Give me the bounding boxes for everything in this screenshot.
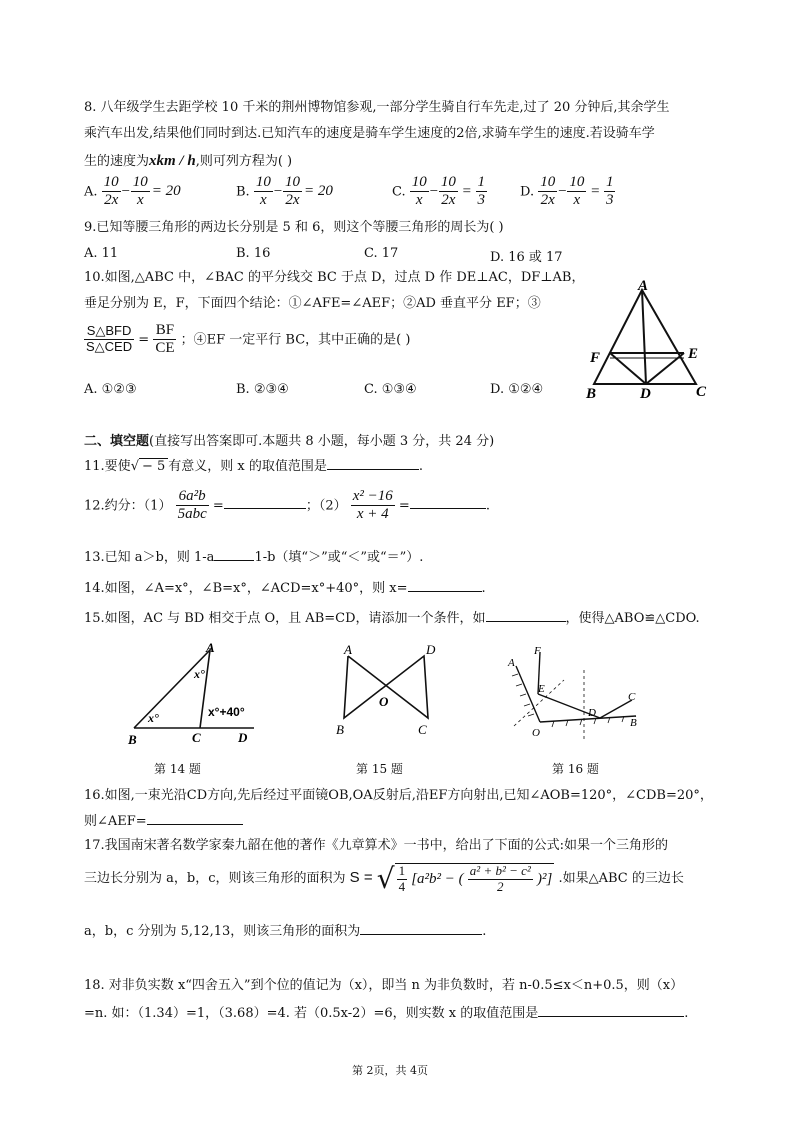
fig10-label-e: E [688, 346, 699, 362]
q18-line1: 18. 对非负实数 x“四舍五入”到个位的值记为（x），即当 n 为非负数时，若 n-0.5≤x＜n+0.5，则（x） [84, 978, 684, 993]
caption-figure-14: 第 14 题 [154, 762, 201, 776]
q9-option-b: B. 16 [236, 246, 271, 261]
q17-line1: 17.我国南宋著名数学家秦九韶在他的著作《九章算术》一书中，给出了下面的公式:如果一个三角形的 [84, 838, 669, 853]
q8-line3: 生的速度为xkm / h,则可列方程为( ) [84, 153, 293, 169]
figure-16 [504, 644, 644, 748]
fig14-angle-acd: x°+40° [208, 705, 245, 719]
q13-answer-blank[interactable] [214, 548, 254, 561]
fig16-label-c: C [628, 691, 636, 703]
q9-option-a: A. 11 [84, 246, 119, 261]
caption-figure-15: 第 15 题 [356, 762, 403, 776]
q10-line2: 垂足分别为 E，F，下面四个结论：①∠AFE=∠AEF；②AD 垂直平分 EF；③ [84, 296, 541, 311]
q18-line2: =n. 如：（1.34）=1，（3.68）=4. 若（0.5x-2）=6，则实数 x 的取值范围是 . [84, 1006, 689, 1021]
q10-option-b: B. ②③④ [236, 382, 289, 397]
q10-option-d: D. ①②④ [490, 382, 544, 397]
fig10-label-a: A [638, 278, 649, 294]
section-2-heading: 二、填空题(直接写出答案即可.本题共 8 小题，每小题 3 分，共 24 分) [84, 434, 495, 449]
q17-heron-formula: $\frac{1}{4}$ [a²b² − ( $\frac{\text{a² + b² − c²}}{2}$ )²] [395, 863, 555, 895]
q11-answer-blank[interactable] [327, 457, 419, 470]
q16-line2: 则∠AEF= [84, 812, 243, 830]
fig15-label-b: B [336, 722, 344, 737]
q17-line2: 三边长分别为 a，b，c，则该三角形的面积为 S = √ $\frac{1}{4}$ [a²b² − ( $\frac{\text{a² + b² − c²}}{2}$ )²] .如果△ABC 的三边长 [84, 862, 684, 895]
q10-option-c: C. ①③④ [364, 382, 417, 397]
page-footer: 第 2页，共 4页 [352, 1064, 428, 1077]
q14: 14.如图，∠A=x°，∠B=x°，∠ACD=x°+40°，则 x= . [84, 581, 486, 596]
q17-line3: a，b，c 分别为 5,12,13，则该三角形的面积为 . [84, 924, 487, 939]
q10-area-ratio: $\frac{\text{S△BFD}}{\text{S△CED}}$ [86, 323, 133, 355]
q11: 11.要使√ − 5 有意义，则 x 的取值范围是 . [84, 459, 424, 474]
q17-answer-blank[interactable] [360, 922, 482, 935]
q14-answer-blank[interactable] [408, 579, 482, 592]
fig15-label-a: A [344, 642, 352, 657]
fig15-label-c: C [418, 722, 427, 737]
fig16-label-f: F [534, 645, 541, 657]
q9-option-c: C. 17 [364, 246, 399, 261]
q10-line3: $\frac{\text{S△BFD}}{\text{S△CED}}$ = $\frac{BF}{CE}$ ；④EF 一定平行 BC，其中正确的是( ) [86, 322, 411, 357]
q8-line1: 8. 八年级学生去距学校 10 千米的荆州博物馆参观,一部分学生骑自行车先走,过了 20 分钟后,其余学生 [84, 100, 670, 115]
fig10-label-b: B [586, 386, 597, 402]
q12-fraction-1: $\frac{\text{6a²b}}{\text{5abc}}$ [177, 488, 207, 523]
q15: 15.如图，AC 与 BD 相交于点 O，且 AB=CD，请添加一个条件，如 ，使得△ABO≌△CDO. [84, 611, 700, 626]
q12-answer-blank-2[interactable] [410, 496, 486, 509]
q13: 13.已知 a＞b，则 1-a 1-b（填“＞”或“＜”或“＝”）. [84, 550, 424, 565]
fig14-angle-b: x° [148, 711, 159, 725]
caption-figure-16: 第 16 题 [552, 762, 599, 776]
q16-line1: 16.如图,一束光沿CD方向,先后经过平面镜OB,OA反射后,沿EF方向射出,已知∠AOB=120°，∠CDB=20°， [84, 788, 713, 803]
q16-answer-blank[interactable] [147, 812, 243, 825]
figure-15 [332, 642, 448, 742]
fig10-label-f: F [590, 350, 601, 366]
q8-option-c: C. $\frac{10}{x}$ − $\frac{10}{2x}$ = $\frac{1}{3}$ [392, 174, 486, 209]
q8-line2: 乘汽车出发,结果他们同时到达.已知汽车的速度是骑车学生速度的2倍,求骑车学生的速度.若设骑车学 [84, 126, 655, 141]
q8-option-a: A. $\frac{10}{2x}$ − $\frac{10}{x}$ = 20 [84, 174, 181, 209]
fig15-label-o: O [379, 694, 389, 709]
q10-line1: 10.如图,△ABC 中，∠BAC 的平分线交 BC 于点 D，过点 D 作 DE⊥AC，DF⊥AB， [84, 270, 585, 285]
fig14-label-c: C [192, 730, 201, 745]
fig15-label-d: D [426, 642, 436, 657]
q10-figure [580, 278, 720, 404]
q8-option-b: B. $\frac{10}{x}$ − $\frac{10}{2x}$ = 20 [236, 174, 333, 209]
fig16-label-d: D [588, 707, 596, 719]
q12: 12.约分：（1） $\frac{\text{6a²b}}{\text{5abc}}$ = ；（2） $\frac{\text{x² −16}}{x + 4}$ = . [84, 488, 490, 523]
fig16-label-a: A [508, 657, 515, 669]
q12-fraction-2: $\frac{\text{x² −16}}{x + 4}$ [352, 488, 393, 523]
fig14-label-a: A [206, 640, 215, 655]
fig14-label-d: D [238, 730, 248, 745]
q15-answer-blank[interactable] [486, 609, 566, 622]
q10-option-a: A. ①②③ [84, 382, 137, 397]
q18-answer-blank[interactable] [538, 1004, 684, 1017]
fig16-label-e: E [538, 683, 545, 695]
fig16-label-o: O [532, 727, 540, 739]
fig14-label-b: B [128, 732, 137, 747]
fig10-label-d: D [640, 386, 651, 402]
q9-stem: 9.已知等腰三角形的两边长分别是 5 和 6，则这个等腰三角形的周长为( ) [84, 220, 504, 235]
fig16-label-b: B [630, 717, 637, 729]
q8-option-d: D. $\frac{10}{2x}$ − $\frac{10}{x}$ = $\frac{1}{3}$ [520, 174, 614, 209]
figure-14 [124, 640, 264, 750]
q9-option-d: D. 16 或 17 [490, 250, 563, 265]
q10-side-ratio: $\frac{BF}{CE}$ [155, 322, 175, 357]
fig14-angle-a: x° [194, 667, 205, 681]
fig10-label-c: C [696, 384, 707, 400]
q12-answer-blank-1[interactable] [224, 496, 306, 509]
